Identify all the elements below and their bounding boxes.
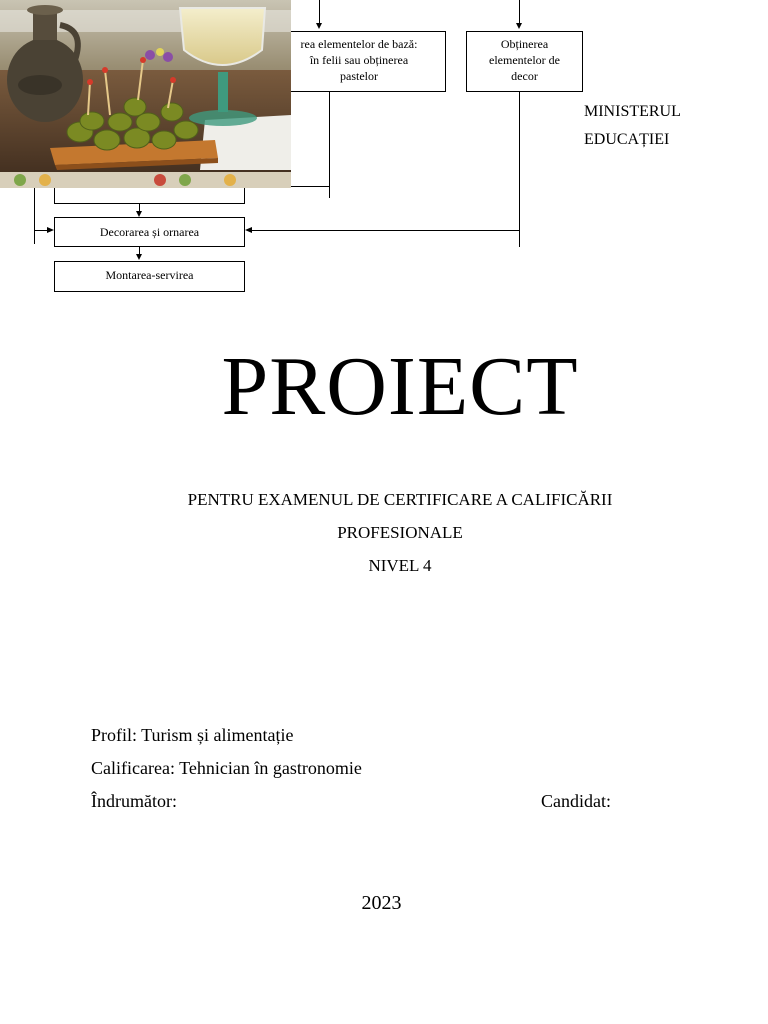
arrow-down-icon <box>136 254 142 260</box>
diagram-box-serve: Montarea-servirea <box>54 261 245 292</box>
candidate-label: Candidat: <box>541 791 611 811</box>
ministry-line-2: EDUCAȚIEI <box>584 131 670 148</box>
coordinator-label: Îndrumător: <box>91 791 177 811</box>
connector-line <box>519 0 520 24</box>
diagram-box-base-elements: rea elementelor de bază: în felii sau obținerea pastelor <box>272 31 446 92</box>
qualification-text: Calificarea: Tehnician în gastronomie <box>91 758 362 778</box>
year-text: 2023 <box>361 892 402 914</box>
arrow-left-icon <box>245 227 252 233</box>
ministry-header <box>584 98 681 154</box>
diagram-box-decorate: Decorarea și ornarea <box>54 217 245 247</box>
ministry-line-1: MINISTERUL <box>584 103 681 120</box>
connector-line <box>519 92 520 247</box>
profile-text: Profil: Turism și alimentație <box>91 725 294 745</box>
connector-line <box>252 230 520 231</box>
diagram-box-decor-elements: Obținerea elementelor de decor <box>466 31 583 92</box>
olives-wine-photo <box>0 0 291 188</box>
connector-line <box>319 0 320 24</box>
photo-illustration <box>0 0 291 188</box>
arrow-right-icon <box>47 227 54 233</box>
subtitle-line-3: NIVEL 4 <box>368 556 432 575</box>
subtitle-line-2: PROFESIONALE <box>337 523 463 542</box>
connector-line <box>34 188 35 244</box>
page-title: PROIECT <box>221 340 579 433</box>
connector-line <box>34 230 48 231</box>
subtitle-line-1: PENTRU EXAMENUL DE CERTIFICARE A CALIFICĂRII <box>187 490 613 509</box>
arrow-down-icon <box>316 23 322 29</box>
arrow-down-icon <box>516 23 522 29</box>
connector-line <box>329 92 330 198</box>
